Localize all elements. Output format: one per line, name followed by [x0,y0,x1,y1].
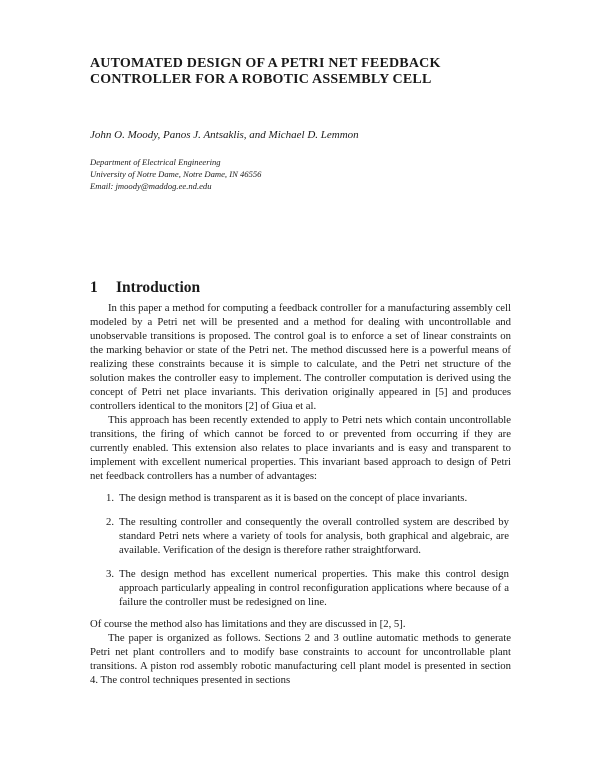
email-address: Email: jmoody@maddog.ee.nd.edu [90,181,212,191]
paragraph-2: This approach has been recently extended to apply to Petri nets which contain uncontrollable transitions, the firing of which cannot be forced to or prevented from occurring if they are currently enabled. This extension also relates to place invariants and is easy and transparent to implement with excellent numerical properties. This invariant based approach to design of Petri net feedback controllers has a number of advantages: [90,414,511,482]
list-item [90,567,511,609]
paragraph-3: Of course the method also has limitations and they are discussed in [2, 5]. [90,618,406,630]
list-item [90,515,511,557]
section-title: Introduction [116,279,201,296]
list-item-text: The resulting controller and consequently the overall controlled system are described by standard Petri nets where a variety of tools for analysis, both graphical and algebraic, are available. Verification of the design is therefore rather straightforward. [119,516,509,556]
list-item-number: 3. [106,568,115,580]
section-heading [90,279,200,297]
section-number: 1 [90,279,98,296]
list-item-number: 2. [106,516,115,528]
paragraph-4: The paper is organized as follows. Sections 2 and 3 outline automatic methods to generate Petri net plant controllers and to modify base constraints to account for uncontrollable plant transitions. A piston rod assembly robotic manufacturing cell plant model is presented in section 4. The control techniques presented in sections [90,632,511,686]
list-item [90,491,511,505]
list-item-text: The design method is transparent as it is based on the concept of place invariants. [119,492,468,504]
affiliation-block [90,156,520,192]
paragraph-1: In this paper a method for computing a feedback controller for a manufacturing assembly cell modeled by a Petri net will be presented and a method for dealing with uncontrollable and unobservable transitions is proposed. The control goal is to enforce a set of linear constraints on the marking behavior or state of the Petri net. The method discussed here is a powerful means of realizing these constraints because it is simple to calculate, and the Petri net structure of the solution makes the controller easy to implement. The controller computation is derived using the concept of Petri net place invariants. This derivation originally appeared in [5] and produces controllers identical to the monitors [2] of Giua et al. [90,302,511,412]
section-body [90,301,511,687]
department: Department of Electrical Engineering [90,157,221,167]
title-line: CONTROLLER FOR A ROBOTIC ASSEMBLY CELL [90,71,432,87]
list-item-text: The design method has excellent numerical properties. This make this control design approach particularly appealing in control reconfiguration applications where because of a failure the controller must be redesigned on line. [119,568,509,608]
title-line: AUTOMATED DESIGN OF A PETRI NET FEEDBACK [90,56,441,71]
university-address: University of Notre Dame, Notre Dame, IN 46556 [90,169,262,179]
advantages-list [90,491,511,609]
list-item-number: 1. [106,492,115,504]
paper-title [90,56,520,87]
author-list: John O. Moody, Panos J. Antsaklis, and Michael D. Lemmon [90,129,359,141]
